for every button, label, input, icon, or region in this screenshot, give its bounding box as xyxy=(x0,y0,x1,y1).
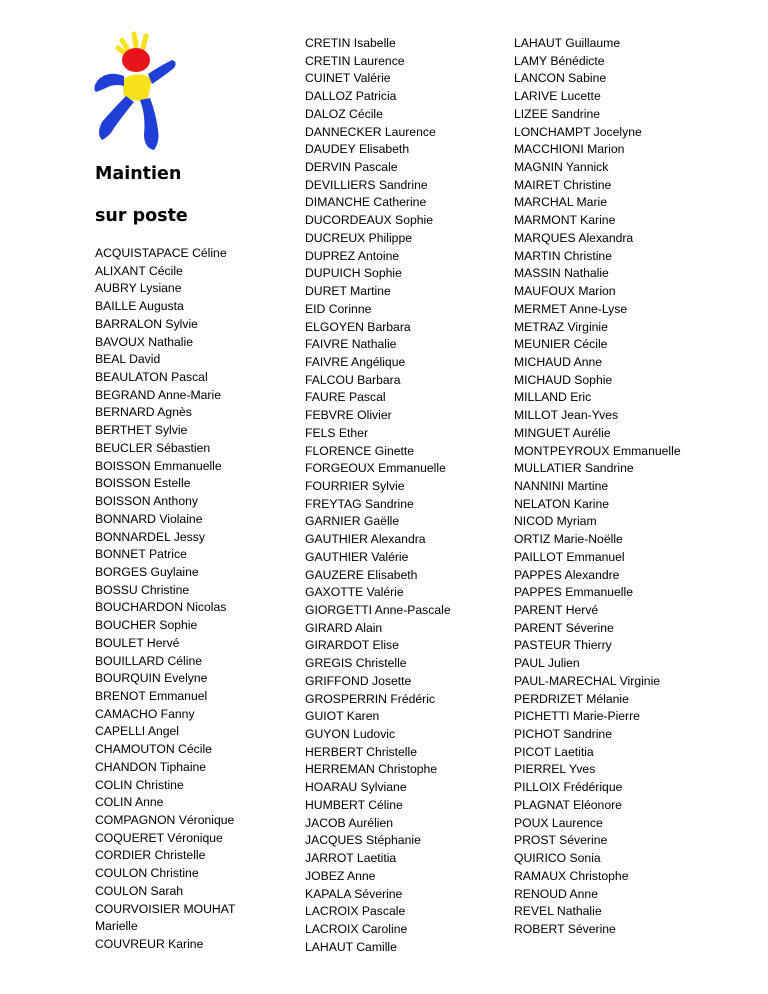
list-item: JACOB Aurélien xyxy=(305,815,394,830)
list-item: MERMET Anne-Lyse xyxy=(514,301,628,316)
list-item: GAUTHIER Valérie xyxy=(305,549,409,564)
list-item: PICHOT Sandrine xyxy=(514,727,612,742)
list-item: COULON Christine xyxy=(95,866,199,881)
list-item: COLIN Anne xyxy=(95,795,164,810)
list-item: DANNECKER Laurence xyxy=(305,124,436,139)
list-item: PASTEUR Thierry xyxy=(514,638,612,653)
list-item: CORDIER Christelle xyxy=(95,848,206,863)
list-item: LANCON Sabine xyxy=(514,71,607,86)
list-item: COURVOISIER MOUHAT Marielle xyxy=(95,901,236,934)
list-item: QUIRICO Sonia xyxy=(514,851,601,866)
list-item: HERREMAN Christophe xyxy=(305,762,438,777)
list-item: NELATON Karine xyxy=(514,496,610,511)
list-item: CUINET Valérie xyxy=(305,71,391,86)
list-item: BOUCHER Sophie xyxy=(95,618,198,633)
page-title: Maintien xyxy=(95,164,182,184)
list-item: BERTHET Sylvie xyxy=(95,423,188,438)
list-item: MAUFOUX Marion xyxy=(514,284,616,299)
list-item: MARMONT Karine xyxy=(514,213,616,228)
list-item: LONCHAMPT Jocelyne xyxy=(514,124,642,139)
list-item: BOURQUIN Evelyne xyxy=(95,671,208,686)
list-item: HERBERT Christelle xyxy=(305,744,417,759)
list-item: ELGOYEN Barbara xyxy=(305,319,411,334)
name-list-column-1 xyxy=(95,245,245,954)
list-item: DALLOZ Patricia xyxy=(305,89,397,104)
list-item: COUVREUR Karine xyxy=(95,937,204,952)
list-item: GUIOT Karen xyxy=(305,709,380,724)
list-item: BOUCHARDON Nicolas xyxy=(95,600,227,615)
list-item: BOSSU Christine xyxy=(95,582,190,597)
list-item: MILLAND Eric xyxy=(514,390,592,405)
list-item: COLIN Christine xyxy=(95,777,184,792)
list-item: FREYTAG Sandrine xyxy=(305,496,414,511)
list-item: ALIXANT Cécile xyxy=(95,263,183,278)
list-item: CAMACHO Fanny xyxy=(95,706,195,721)
list-item: PICHETTI Marie-Pierre xyxy=(514,709,640,724)
list-item: LACROIX Caroline xyxy=(305,921,408,936)
list-item: BOISSON Anthony xyxy=(95,494,198,509)
list-item: PIERREL Yves xyxy=(514,762,596,777)
list-item: MULLATIER Sandrine xyxy=(514,461,634,476)
list-item: MONTPEYROUX Emmanuelle xyxy=(514,443,681,458)
list-item: FAIVRE Nathalie xyxy=(305,337,397,352)
list-item: FLORENCE Ginette xyxy=(305,443,415,458)
list-item: BRENOT Emmanuel xyxy=(95,688,208,703)
list-item: FOURRIER Sylvie xyxy=(305,478,405,493)
page-subtitle: sur poste xyxy=(95,206,188,226)
list-item: GREGIS Christelle xyxy=(305,656,407,671)
list-item: LAMY Bénédicte xyxy=(514,53,605,68)
list-item: MICHAUD Anne xyxy=(514,354,603,369)
list-item: FELS Ether xyxy=(305,425,368,440)
list-item: REVEL Nathalie xyxy=(514,904,602,919)
list-item: MILLOT Jean-Yves xyxy=(514,408,619,423)
list-item: BEAULATON Pascal xyxy=(95,370,208,385)
list-item: BOULET Hervé xyxy=(95,635,180,650)
list-item: BEGRAND Anne-Marie xyxy=(95,387,221,402)
list-item: CRETIN Laurence xyxy=(305,53,405,68)
list-item: MAIRET Christine xyxy=(514,177,612,192)
list-item: BOISSON Estelle xyxy=(95,476,191,491)
list-item: GIORGETTI Anne-Pascale xyxy=(305,603,451,617)
list-item: GAXOTTE Valérie xyxy=(305,585,404,600)
list-item: COMPAGNON Véronique xyxy=(95,813,235,827)
list-item: CHANDON Tiphaine xyxy=(95,759,207,774)
list-item: PROST Séverine xyxy=(514,833,608,848)
list-item: ORTIZ Marie-Noëlle xyxy=(514,532,623,547)
list-item: DUCREUX Philippe xyxy=(305,230,413,245)
list-item: PICOT Laetitia xyxy=(514,744,594,759)
list-item: FORGEOUX Emmanuelle xyxy=(305,461,446,476)
list-item: GIRARDOT Elise xyxy=(305,638,399,653)
list-item: JARROT Laetitia xyxy=(305,851,397,866)
list-item: CRETIN Isabelle xyxy=(305,36,396,50)
list-item: HUMBERT Céline xyxy=(305,797,403,812)
list-item: DUPREZ Antoine xyxy=(305,248,400,263)
list-item: METRAZ Virginie xyxy=(514,319,608,334)
name-list-column-3 xyxy=(514,35,714,939)
list-item: BERNARD Agnès xyxy=(95,405,192,420)
list-item: GIRARD Alain xyxy=(305,620,383,635)
list-item: KAPALA Séverine xyxy=(305,886,403,901)
list-item: DIMANCHE Catherine xyxy=(305,195,427,210)
list-item: MASSIN Nathalie xyxy=(514,266,609,281)
list-item: BOISSON Emmanuelle xyxy=(95,458,222,473)
list-item: ACQUISTAPACE Céline xyxy=(95,246,227,260)
list-item: AUBRY Lysiane xyxy=(95,281,182,296)
list-item: BAVOUX Nathalie xyxy=(95,334,193,349)
list-item: EID Corinne xyxy=(305,301,372,316)
list-item: DURET Martine xyxy=(305,284,391,299)
list-item: POUX Laurence xyxy=(514,815,603,830)
list-item: FAURE Pascal xyxy=(305,390,386,405)
list-item: MINGUET Aurélie xyxy=(514,425,611,440)
list-item: PARENT Hervé xyxy=(514,603,599,617)
list-item: FALCOU Barbara xyxy=(305,372,401,387)
list-item: CHAMOUTON Cécile xyxy=(95,742,212,757)
list-item: LARIVE Lucette xyxy=(514,89,601,104)
list-item: MAGNIN Yannick xyxy=(514,160,609,175)
list-item: BORGES Guylaine xyxy=(95,564,199,579)
list-item: GAUZERE Elisabeth xyxy=(305,567,418,582)
list-item: DAUDEY Elisabeth xyxy=(305,142,410,157)
list-item: GARNIER Gaëlle xyxy=(305,514,400,529)
list-item: FEBVRE Olivier xyxy=(305,408,392,423)
list-item: DUCORDEAUX Sophie xyxy=(305,213,434,228)
list-item: RAMAUX Christophe xyxy=(514,868,629,883)
list-item: BONNARD Violaine xyxy=(95,511,203,526)
list-item: MARTIN Christine xyxy=(514,248,612,263)
list-item: PLAGNAT Eléonore xyxy=(514,797,622,812)
list-item: PAUL Julien xyxy=(514,656,580,671)
list-item: MICHAUD Sophie xyxy=(514,372,613,387)
list-item: LACROIX Pascale xyxy=(305,904,406,919)
list-item: MEUNIER Cécile xyxy=(514,337,608,352)
list-item: CAPELLI Angel xyxy=(95,724,180,739)
list-item: FAIVRE Angélique xyxy=(305,354,406,369)
list-item: DERVIN Pascale xyxy=(305,160,398,175)
list-item: NANNINI Martine xyxy=(514,478,609,493)
list-item: GUYON Ludovic xyxy=(305,727,396,742)
list-item: BEUCLER Sébastien xyxy=(95,440,211,455)
list-item: RENOUD Anne xyxy=(514,886,598,901)
list-item: JACQUES Stéphanie xyxy=(305,833,421,848)
list-item: COQUERET Véronique xyxy=(95,830,223,845)
list-item: LIZEE Sandrine xyxy=(514,106,601,121)
list-item: MARCHAL Marie xyxy=(514,195,608,210)
list-item: BONNARDEL Jessy xyxy=(95,529,205,544)
list-item: PAPPES Emmanuelle xyxy=(514,585,633,600)
list-item: PAILLOT Emmanuel xyxy=(514,549,625,564)
list-item: MARQUES Alexandra xyxy=(514,230,634,245)
list-item: JOBEZ Anne xyxy=(305,868,376,883)
name-list-column-2 xyxy=(305,35,485,956)
list-item: LAHAUT Camille xyxy=(305,939,397,954)
list-item: DEVILLIERS Sandrine xyxy=(305,177,428,192)
list-item: PERDRIZET Mélanie xyxy=(514,691,629,706)
list-item: PAUL-MARECHAL Virginie xyxy=(514,673,661,688)
list-item: PILLOIX Frédérique xyxy=(514,780,623,795)
list-item: HOARAU Sylviane xyxy=(305,780,407,795)
list-item: BONNET Patrice xyxy=(95,547,187,562)
list-item: MACCHIONI Marion xyxy=(514,142,625,157)
list-item: BOUILLARD Céline xyxy=(95,653,203,668)
list-item: ROBERT Séverine xyxy=(514,921,616,936)
list-item: BEAL David xyxy=(95,352,161,367)
list-item: BARRALON Sylvie xyxy=(95,316,198,331)
figure-logo-icon xyxy=(88,30,184,156)
list-item: DALOZ Cécile xyxy=(305,106,383,121)
list-item: NICOD Myriam xyxy=(514,514,597,529)
list-item: GAUTHIER Alexandra xyxy=(305,532,426,547)
list-item: LAHAUT Guillaume xyxy=(514,36,621,50)
list-item: COULON Sarah xyxy=(95,883,184,898)
list-item: GRIFFOND Josette xyxy=(305,673,412,688)
list-item: PAPPES Alexandre xyxy=(514,567,620,582)
list-item: BAILLE Augusta xyxy=(95,299,184,314)
list-item: GROSPERRIN Frédéric xyxy=(305,691,436,706)
list-item: DUPUICH Sophie xyxy=(305,266,402,281)
list-item: PARENT Séverine xyxy=(514,620,614,635)
